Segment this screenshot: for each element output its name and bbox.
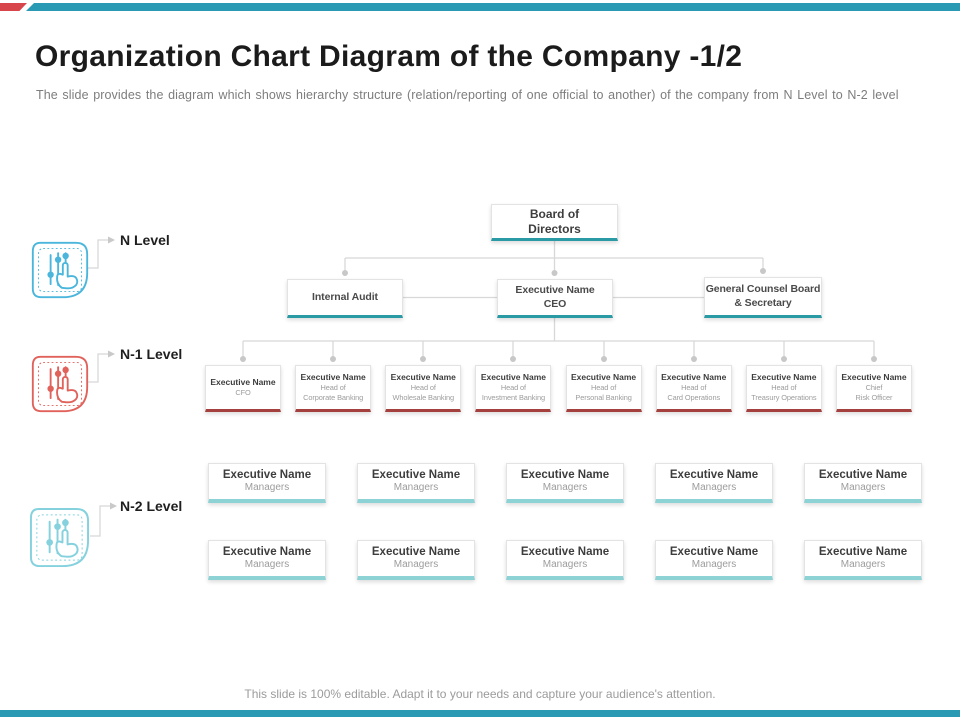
org-box [506,540,624,580]
sliders-hand-icon [30,354,90,414]
legend-arrowheads [108,237,117,510]
n-minus-1-level-icon [30,354,90,414]
executive-role: Head of [500,383,527,393]
org-box-line: & Secretary [734,296,792,309]
executive-role: Managers [542,559,588,571]
executive-name: Executive Name [300,372,366,383]
org-box [208,463,326,503]
executive-name: Executive Name [841,372,907,383]
executive-name: Executive Name [751,372,817,383]
executive-role: Risk Officer [855,393,893,403]
executive-role: Managers [840,559,886,571]
executive-role: Head of [771,383,797,393]
executive-role: Managers [244,559,290,571]
footer-note: This slide is 100% editable. Adapt it to your needs and capture your audience's attention. [244,687,716,701]
executive-name: Executive Name [210,377,276,388]
org-box [804,463,922,503]
org-box [506,463,624,503]
org-box-line: Internal Audit [312,290,378,303]
executive-name: Executive Name [390,372,456,383]
org-box [746,365,822,412]
sliders-hand-icon [30,240,90,300]
executive-name: Executive Name [371,469,461,482]
executive-role: Head of [681,383,707,393]
org-box [475,365,551,412]
executive-name: Executive Name [661,372,727,383]
org-box [385,365,461,412]
executive-role: Chief [865,383,883,393]
n-level-label: N Level [120,232,170,248]
n-minus-2-level-label: N-2 Level [120,498,183,514]
executive-role: Wholesale Banking [392,393,455,403]
executive-role: Managers [691,482,737,494]
org-box-board-of-directors [491,204,618,241]
executive-role: Managers [244,482,290,494]
n-minus-2-row-1 [208,463,922,503]
executive-name: Executive Name [480,372,547,383]
org-box [295,365,371,412]
executive-role: Head of [590,383,617,393]
org-box-general-counsel [704,277,822,318]
n-minus-1-level-label: N-1 Level [120,346,183,362]
org-box-line: Directors [528,221,581,236]
org-box [655,540,773,580]
n-minus-2-row-2 [208,540,922,580]
executive-role: CFO [235,388,251,398]
executive-role: Managers [840,482,886,494]
sliders-hand-icon [28,506,91,569]
executive-role: Card Operations [667,393,721,403]
executive-name: Executive Name [371,546,461,559]
org-box-line: Board of [529,206,580,221]
executive-name: Executive Name [570,372,637,383]
org-box [566,365,642,412]
org-box-ceo [497,279,613,318]
page-title: Organization Chart Diagram of the Company -1/2 [35,40,743,73]
org-box [836,365,912,412]
org-box-internal-audit [287,279,403,318]
org-box [655,463,773,503]
org-box-line: Executive Name [515,283,595,296]
org-box [205,365,281,412]
executive-role: Managers [393,482,439,494]
executive-name: Executive Name [222,469,312,482]
executive-name: Executive Name [669,469,759,482]
executive-role: Managers [393,559,439,571]
org-box-line: CEO [543,297,567,310]
org-box [357,540,475,580]
bottom-bar [0,710,960,717]
org-box [656,365,732,412]
executive-role: Managers [542,482,588,494]
org-box [804,540,922,580]
executive-role: Personal Banking [575,393,632,403]
executive-role: Head of [410,383,436,393]
executive-name: Executive Name [520,546,610,559]
page-subtitle: The slide provides the diagram which shows hierarchy structure (relation/reporting of one official to another) of the company from N Level to N-2 level [36,88,899,102]
n-minus-1-row [205,365,912,412]
executive-name: Executive Name [669,546,759,559]
executive-name: Executive Name [818,469,908,482]
executive-role: Managers [691,559,737,571]
executive-role: Corporate Banking [303,393,364,403]
n-level-icon [30,240,90,300]
executive-name: Executive Name [222,546,312,559]
org-box [208,540,326,580]
org-box-line: General Counsel Board [705,282,821,295]
executive-name: Executive Name [520,469,610,482]
executive-role: Head of [320,383,346,393]
org-box [357,463,475,503]
executive-name: Executive Name [818,546,908,559]
n-minus-2-level-icon [28,506,91,569]
executive-role: Investment Banking [481,393,545,403]
executive-role: Treasury Operations [751,393,817,403]
